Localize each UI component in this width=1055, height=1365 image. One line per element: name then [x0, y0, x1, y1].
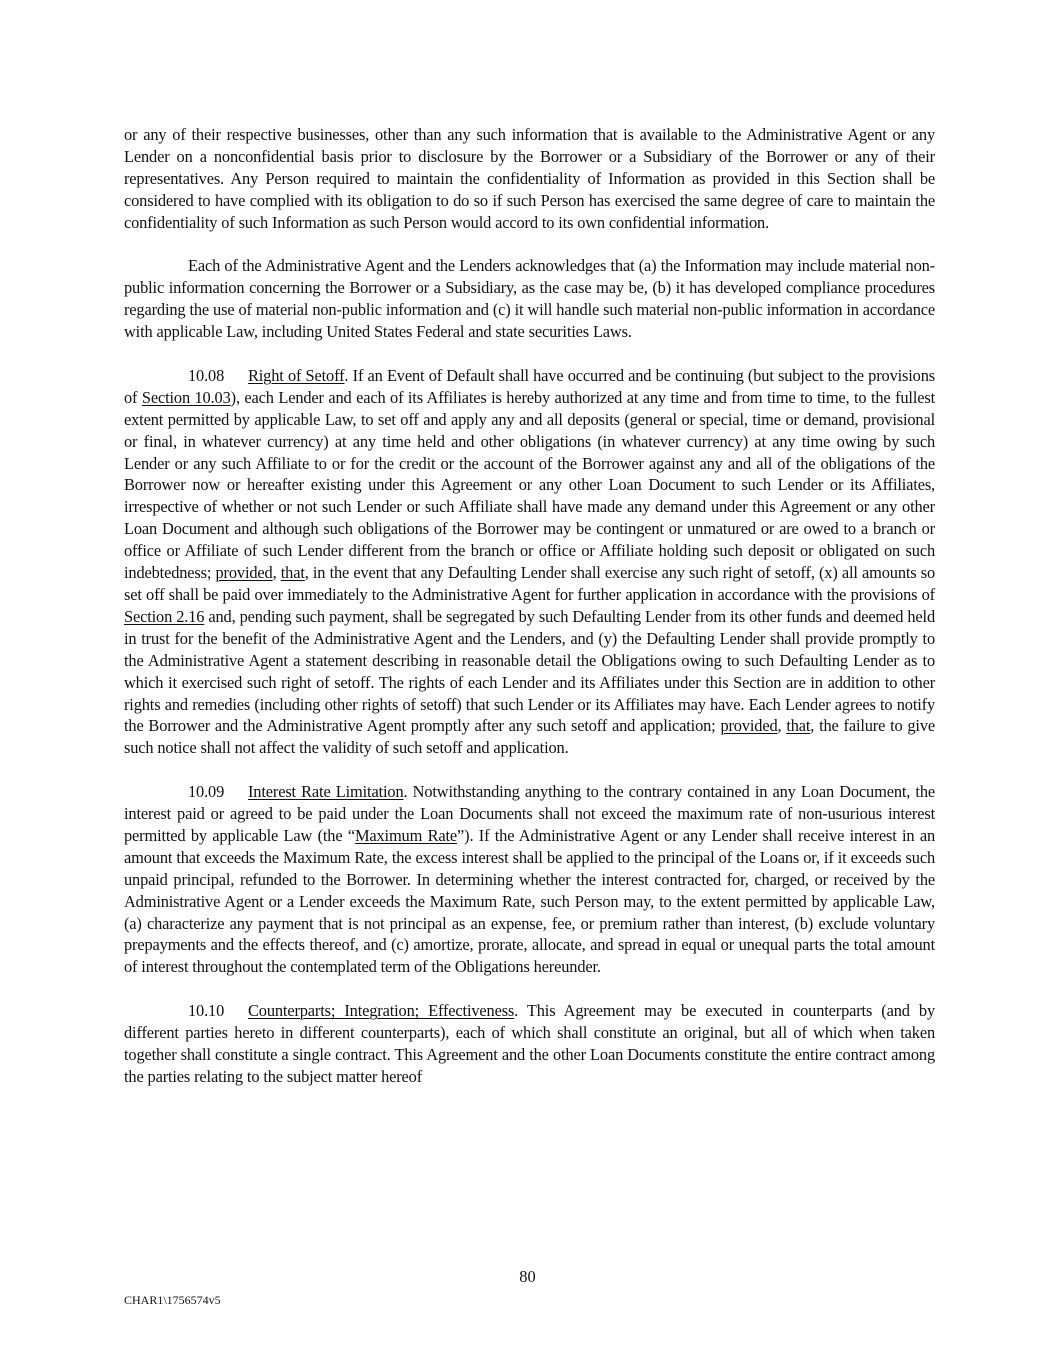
section-10-08 [124, 365, 935, 759]
section-text: , the failure to give such notice shall not affect the validity of such setoff and application. [124, 716, 935, 758]
section-text: . Notwithstanding anything to the contrary contained in any Loan Document, the interest paid or agreed to be paid under the Loan Documents shall not exceed the maximum rate of non-usurious interest permitted by applicable Law (the “ [124, 782, 935, 845]
section-text: , [777, 716, 787, 736]
proviso-term: provided [720, 716, 778, 736]
defined-term: Maximum Rate [354, 825, 458, 845]
section-number: 10.09 [188, 782, 225, 802]
section-text: . This Agreement may be executed in counterparts (and by different parties hereto in different counterparts), each of which shall constitute an original, but all of which when taken together shall constitute a single contract. This Agreement and the other Loan Documents constitute the entire contract among the parties relating to the subject matter hereof [124, 1001, 935, 1086]
section-text: . If an Event of Default shall have occurred and be continuing (but subject to the provisions of [124, 365, 935, 407]
section-number: 10.10 [188, 1001, 225, 1021]
section-10-09 [124, 781, 935, 978]
proviso-term: that [786, 716, 811, 736]
section-heading: Interest Rate Limitation [248, 782, 404, 802]
section-heading: Right of Setoff [248, 365, 345, 385]
paragraph-acknowledgment: Each of the Administrative Agent and the Lenders acknowledges that (a) the Information may include material non-public information concerning the Borrower or a Subsidiary, as the case may be, (b) it has developed compliance procedures regarding the use of material non-public information and (c) it will handle such material non-public information in accordance with applicable Law, including United States Federal and state securities Laws. [124, 256, 935, 342]
section-text: , [272, 563, 281, 583]
section-text: , in the event that any Defaulting Lender shall exercise any such right of setoff, (x) all amounts so set off shall be paid over immediately to the Administrative Agent for further application in accordance with the provisions of [124, 563, 935, 604]
section-reference: Section 10.03 [141, 387, 231, 407]
section-number: 10.08 [188, 365, 225, 385]
section-text: and, pending such payment, shall be segregated by such Defaulting Lender from its other funds and deemed held in trust for the benefit of the Administrative Agent and the Lenders, and (y) the Defaulting Lender shall provide promptly to the Administrative Agent a statement describing in reasonable detail the Obligations owing to such Defaulting Lender as to which it exercised such right of setoff. The rights of each Lender and its Affiliates under this Section are in addition to other rights and remedies (including other rights of setoff) that such Lender or its Affiliates may have. Each Lender agrees to notify the Borrower and the Administrative Agent promptly after any such setoff and application; [124, 606, 935, 736]
document-body [124, 124, 935, 1110]
section-text: ), each Lender and each of its Affiliates is hereby authorized at any time and from time to time, to the fullest extent permitted by applicable Law, to set off and apply any and all deposits (general or special, time or demand, provisional or final, in whatever currency) at any time held and other obligations (in whatever currency) at any time owing by such Lender or any such Affiliate to or for the credit or the account of the Borrower against any and all of the obligations of the Borrower now or hereafter existing under this Agreement or any other Loan Document to such Lender or its Affiliates, irrespective of whether or not such Lender or such Affiliate shall have made any demand under this Agreement or any other Loan Document and although such obligations of the Borrower may be contingent or unmatured or are owed to a branch or office or Affiliate of such Lender different from the branch or office or Affiliate holding such deposit or obligated on such indebtedness; [124, 387, 935, 583]
section-reference: Section 2.16 [124, 606, 205, 626]
page-number: 80 [519, 1267, 536, 1286]
section-10-10 [124, 1000, 935, 1088]
document-id: CHAR1\1756574v5 [124, 1293, 221, 1307]
paragraph-confidentiality-continued: or any of their respective businesses, other than any such information that is available to the Administrative Agent or any Lender on a nonconfidential basis prior to disclosure by the Borrower or a Subsidiary of the Borrower or any of their representatives. Any Person required to maintain the confidentiality of Information as provided in this Section shall be considered to have complied with its obligation to do so if such Person has exercised the same degree of care to maintain the confidentiality of such Information as such Person would accord to its own confidential information. [124, 125, 935, 232]
proviso-term: provided [215, 563, 273, 583]
section-heading: Counterparts; Integration; Effectiveness [248, 1001, 515, 1021]
section-text: ”). If the Administrative Agent or any Lender shall receive interest in an amount that exceeds the Maximum Rate, the excess interest shall be applied to the principal of the Loans or, if it exceeds such unpaid principal, refunded to the Borrower. In determining whether the interest contracted for, charged, or received by the Administrative Agent or a Lender exceeds the Maximum Rate, such Person may, to the extent permitted by applicable Law, (a) characterize any payment that is not principal as an expense, fee, or premium rather than interest, (b) exclude voluntary prepayments and the effects thereof, and (c) amortize, prorate, allocate, and spread in equal or unequal parts the total amount of interest throughout the contemplated term of the Obligations hereunder. [124, 825, 935, 977]
proviso-term: that [280, 563, 305, 583]
